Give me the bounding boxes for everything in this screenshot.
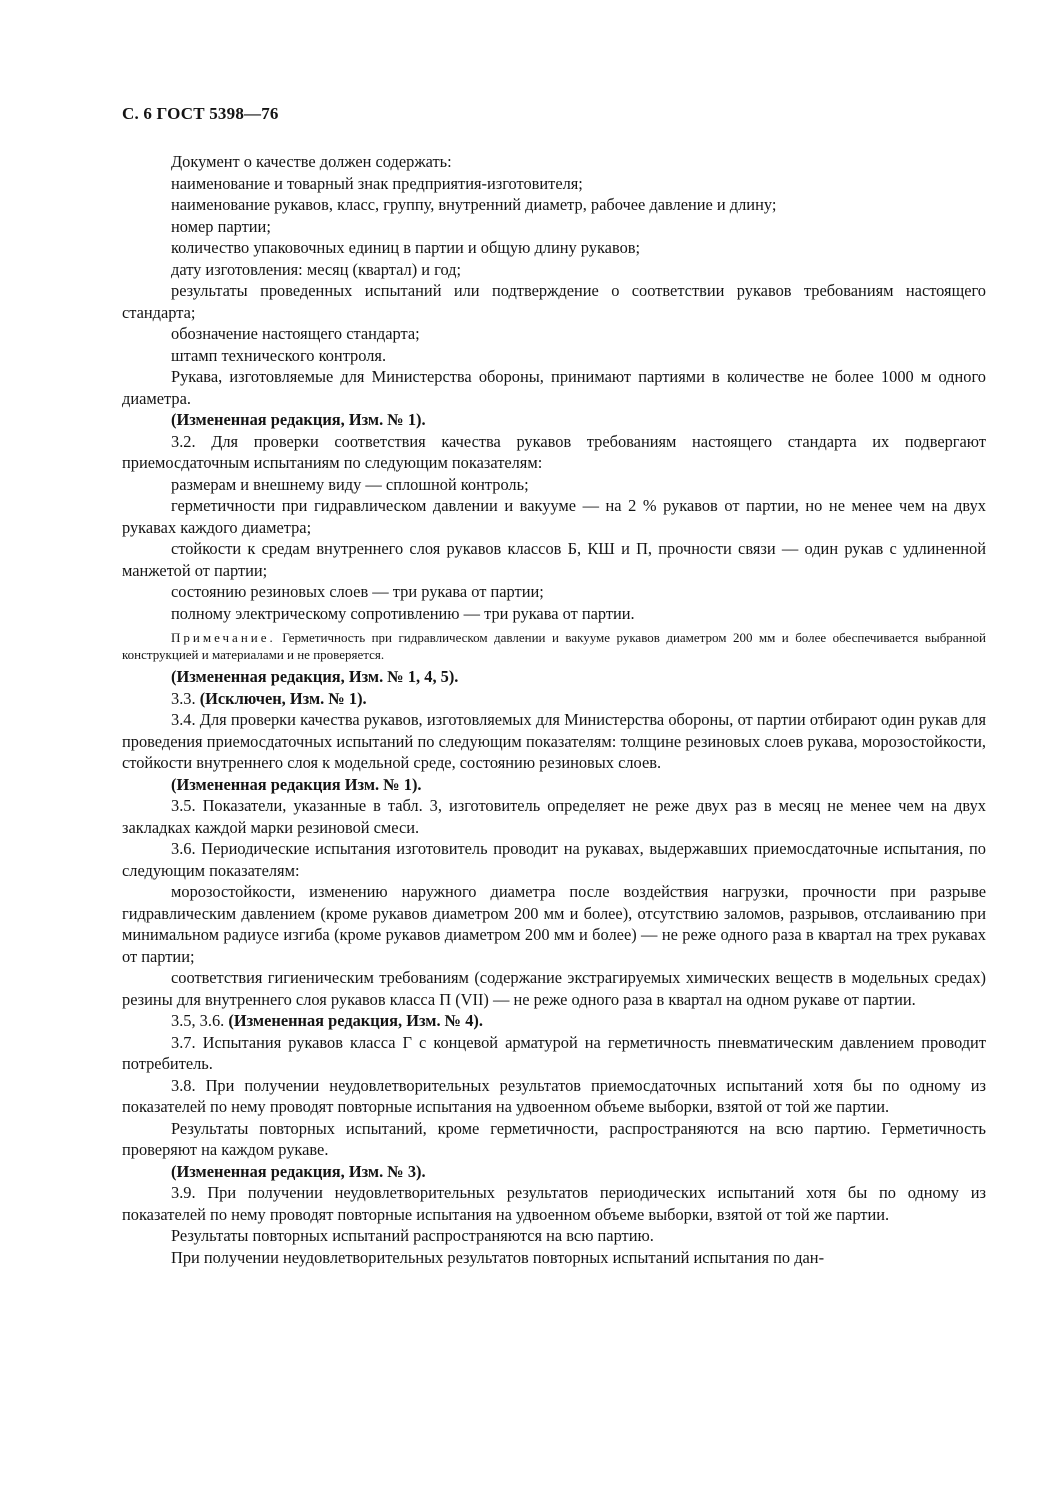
paragraph: штамп технического контроля.: [171, 345, 387, 365]
amendment-note: (Измененная редакция, Изм. № 1, 4, 5).: [171, 667, 459, 686]
paragraph: результаты проведенных испытаний или подтверждение о соответствии рукавов требованиям настоящего стандарта;: [122, 281, 986, 322]
paragraph: стойкости к средам внутреннего слоя рукавов классов Б, КШ и П, прочности связи — один рукав с удлиненной манжетой от партии;: [122, 539, 986, 580]
paragraph: состоянию резиновых слоев — три рукава от партии;: [171, 582, 544, 601]
paragraph: соответствия гигиеническим требованиям (содержание экстрагируемых химических веществ в модельных средах) резины для внутреннего слоя рукавов класса П (VII) — не реже одного раза в квартал на одном рукаве от партии.: [122, 968, 986, 1009]
paragraph: размерам и внешнему виду — сплошной контроль;: [171, 474, 529, 494]
amendment-note: (Исключен, Изм. № 1).: [199, 688, 367, 708]
paragraph: Результаты повторных испытаний распространяются на всю партию.: [171, 1226, 654, 1245]
clause-3-9: 3.9. При получении неудовлетворительных результатов периодических испытаний хотя бы по одному из показателей по нему проводят повторные испытания на удвоенном объеме выборки, взятой от той же партии.: [122, 1183, 986, 1224]
paragraph: наименование рукавов, класс, группу, внутренний диаметр, рабочее давление и длину;: [171, 195, 777, 214]
paragraph: Результаты повторных испытаний, кроме герметичности, распространяются на всю партию. Герметичность проверяют на каждом рукаве.: [122, 1118, 986, 1159]
clause-number: 3.5, 3.6.: [171, 1011, 229, 1030]
note-text: Герметичность при гидравлическом давлении и вакууме рукавов диаметром 200 мм и более обеспечивается выбранной конструкцией и материалами и не проверяется.: [122, 630, 986, 662]
page-header: С. 6 ГОСТ 5398—76: [122, 104, 279, 123]
document-body: [122, 151, 986, 1268]
paragraph: герметичности при гидравлическом давлении и вакууме — на 2 % рукавов от партии, но не менее чем на двух рукавах каждого диаметра;: [122, 496, 986, 537]
amendment-note: (Измененная редакция, Изм. № 4).: [228, 1011, 483, 1030]
paragraph: полному электрическому сопротивлению — три рукава от партии.: [171, 603, 635, 623]
paragraph: номер партии;: [171, 216, 271, 236]
clause-number: 3.3.: [171, 688, 200, 708]
amendment-note: (Измененная редакция, Изм. № 1).: [171, 410, 426, 429]
paragraph: наименование и товарный знак предприятия-изготовителя;: [171, 173, 583, 193]
clause-3-3: [122, 688, 986, 710]
amendment-note: (Измененная редакция Изм. № 1).: [171, 774, 422, 794]
clause-3-2: 3.2. Для проверки соответствия качества рукавов требованиям настоящего стандарта их подвергают приемосдаточным испытаниям по следующим показателям:: [122, 431, 986, 472]
paragraph: Документ о качестве должен содержать:: [171, 152, 452, 171]
clause-3-5: 3.5. Показатели, указанные в табл. 3, изготовитель определяет не реже двух раз в месяц не менее чем на двух закладках каждой марки резиновой смеси.: [122, 796, 986, 837]
amendment-note: (Измененная редакция, Изм. № 3).: [171, 1161, 426, 1181]
note: [122, 629, 986, 663]
paragraph: дату изготовления: месяц (квартал) и год;: [171, 259, 462, 279]
paragraph: количество упаковочных единиц в партии и общую длину рукавов;: [171, 238, 641, 257]
clause-3-4: 3.4. Для проверки качества рукавов, изготовляемых для Министерства обороны, от партии отбирают один рукав для проведения приемосдаточных испытаний по следующим показателям: толщине резиновых слоев рукава, морозостойкости, стойкости внутреннего слоя к модельной среде, состоянию резиновых слоев.: [122, 710, 986, 772]
clause-3-6: 3.6. Периодические испытания изготовитель проводит на рукавах, выдержавших приемосдаточные испытания, по следующим показателям:: [122, 839, 986, 880]
clause-3-8: 3.8. При получении неудовлетворительных результатов приемосдаточных испытаний хотя бы по одному из показателей по нему проводят повторные испытания на удвоенном объеме выборки, взятой от той же партии.: [122, 1075, 986, 1116]
note-label: Примечание.: [171, 630, 276, 645]
clause-3-7: 3.7. Испытания рукавов класса Г с концевой арматурой на герметичность пневматическим давлением проводит потребитель.: [122, 1032, 986, 1073]
amendment-line: [122, 1010, 986, 1032]
paragraph: обозначение настоящего стандарта;: [171, 324, 420, 343]
paragraph: морозостойкости, изменению наружного диаметра после воздействия нагрузки, прочности при разрыве гидравлическим давлением (кроме рукавов диаметром 200 мм и более), отсутствию заломов, разрывов, отслаиванию при минимальном радиусе изгиба (кроме рукавов диаметром 200 мм и более) — не реже одного раза в квартал на трех рукавах от партии;: [122, 882, 986, 966]
paragraph: Рукава, изготовляемые для Министерства обороны, принимают партиями в количестве не более 1000 м одного диаметра.: [122, 367, 986, 408]
paragraph: При получении неудовлетворительных результатов повторных испытаний испытания по дан-: [171, 1247, 825, 1267]
